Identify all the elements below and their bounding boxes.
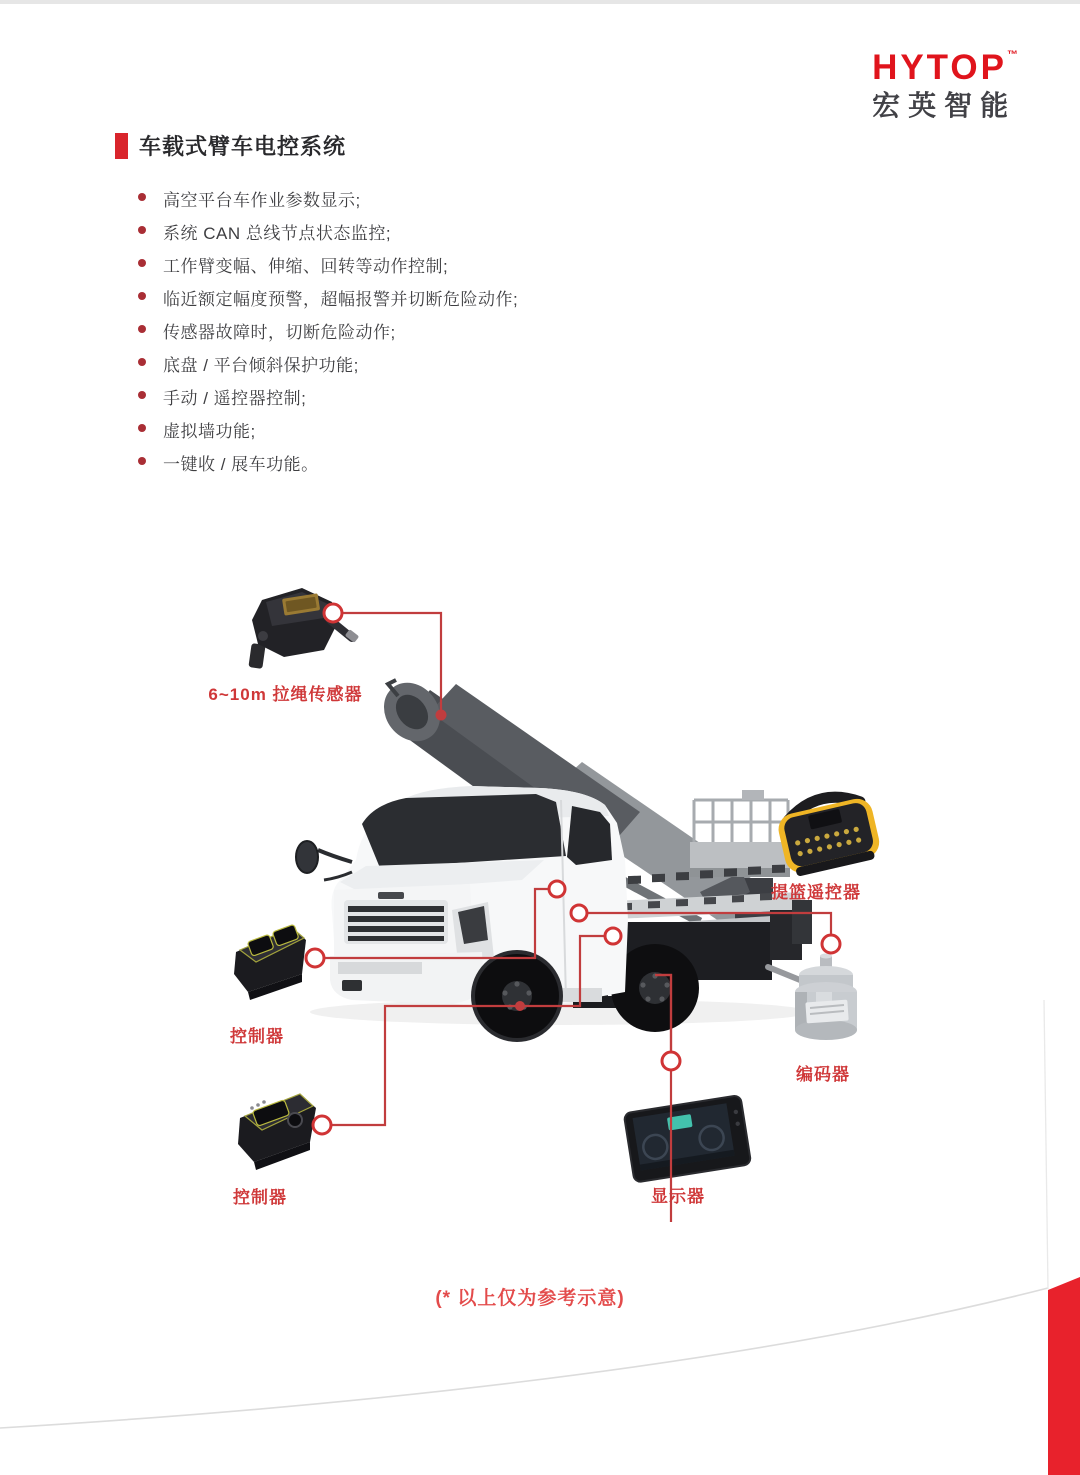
feature-item <box>138 219 518 252</box>
label-controller-bottom: 控制器 <box>233 1188 287 1207</box>
feature-text: 虚拟墙功能; <box>163 422 256 441</box>
node-rope-sensor <box>324 604 342 622</box>
system-diagram <box>0 560 1080 1222</box>
page-top-edge <box>0 0 1080 4</box>
feature-item <box>138 186 518 219</box>
brand-text: HYTOP <box>872 48 1007 87</box>
node-display <box>662 1052 680 1070</box>
feature-item <box>138 384 518 417</box>
label-rope-sensor: 6~10m 拉绳传感器 <box>208 685 363 704</box>
brand-chinese: 宏英智能 <box>872 90 1017 121</box>
controller-bottom-illustration <box>238 1094 316 1170</box>
node-encoder <box>822 935 840 953</box>
node-controller-top <box>306 949 324 967</box>
feature-item <box>138 252 518 285</box>
remote-illustration <box>774 788 883 878</box>
truck-cab <box>296 786 628 1006</box>
bullet-dot <box>138 292 146 300</box>
section-title <box>115 130 346 161</box>
node-controller-bottom <box>313 1116 331 1134</box>
bullet-dot <box>138 424 146 432</box>
grille-badge <box>378 892 404 899</box>
bullet-dot <box>138 226 146 234</box>
feature-text: 系统 CAN 总线节点状态监控; <box>163 224 392 243</box>
node-bumper-attach <box>515 1001 525 1011</box>
label-basket-remote: 提篮遥控器 <box>771 883 861 902</box>
feature-text: 高空平台车作业参数显示; <box>163 191 361 210</box>
feature-item <box>138 417 518 450</box>
feature-item <box>138 450 518 483</box>
feature-text: 一键收 / 展车功能。 <box>163 455 319 474</box>
title-red-bar <box>115 133 128 159</box>
rope-sensor-illustration <box>248 588 359 669</box>
node-chassis <box>605 928 621 944</box>
feature-text: 传感器故障时，切断危险动作; <box>163 323 396 342</box>
node-boom-base <box>549 881 565 897</box>
bullet-dot <box>138 358 146 366</box>
bullet-dot <box>138 259 146 267</box>
bullet-dot <box>138 391 146 399</box>
feature-text: 临近额定幅度预警，超幅报警并切断危险动作; <box>163 290 519 309</box>
feature-text: 底盘 / 平台倾斜保护功能; <box>163 356 359 375</box>
label-encoder: 编码器 <box>796 1065 850 1084</box>
diagram-illustration <box>0 560 1080 1222</box>
bullet-dot <box>138 325 146 333</box>
feature-item <box>138 285 518 318</box>
bullet-dot <box>138 193 146 201</box>
node-boom-attach <box>436 710 447 721</box>
page-title: 车载式臂车电控系统 <box>139 134 347 159</box>
trademark-symbol: ™ <box>1007 49 1018 61</box>
encoder-illustration <box>768 954 857 1041</box>
reference-note: (* 以上仅为参考示意) <box>435 1288 625 1309</box>
label-controller-top: 控制器 <box>230 1027 284 1046</box>
logo <box>872 50 1018 120</box>
display-illustration <box>624 1095 751 1183</box>
feature-list <box>138 186 518 483</box>
truck-illustration <box>296 672 812 1042</box>
front-wheel <box>471 950 563 1042</box>
side-mirror <box>296 841 318 873</box>
feature-item <box>138 318 518 351</box>
feature-text: 工作臂变幅、伸缩、回转等动作控制; <box>163 257 449 276</box>
feature-text: 手动 / 遥控器控制; <box>163 389 307 408</box>
label-display: 显示器 <box>651 1187 705 1206</box>
controller-top-illustration <box>234 924 306 1000</box>
feature-item <box>138 351 518 384</box>
bullet-dot <box>138 457 146 465</box>
brand-wordmark <box>872 50 1018 85</box>
node-turntable <box>571 905 587 921</box>
